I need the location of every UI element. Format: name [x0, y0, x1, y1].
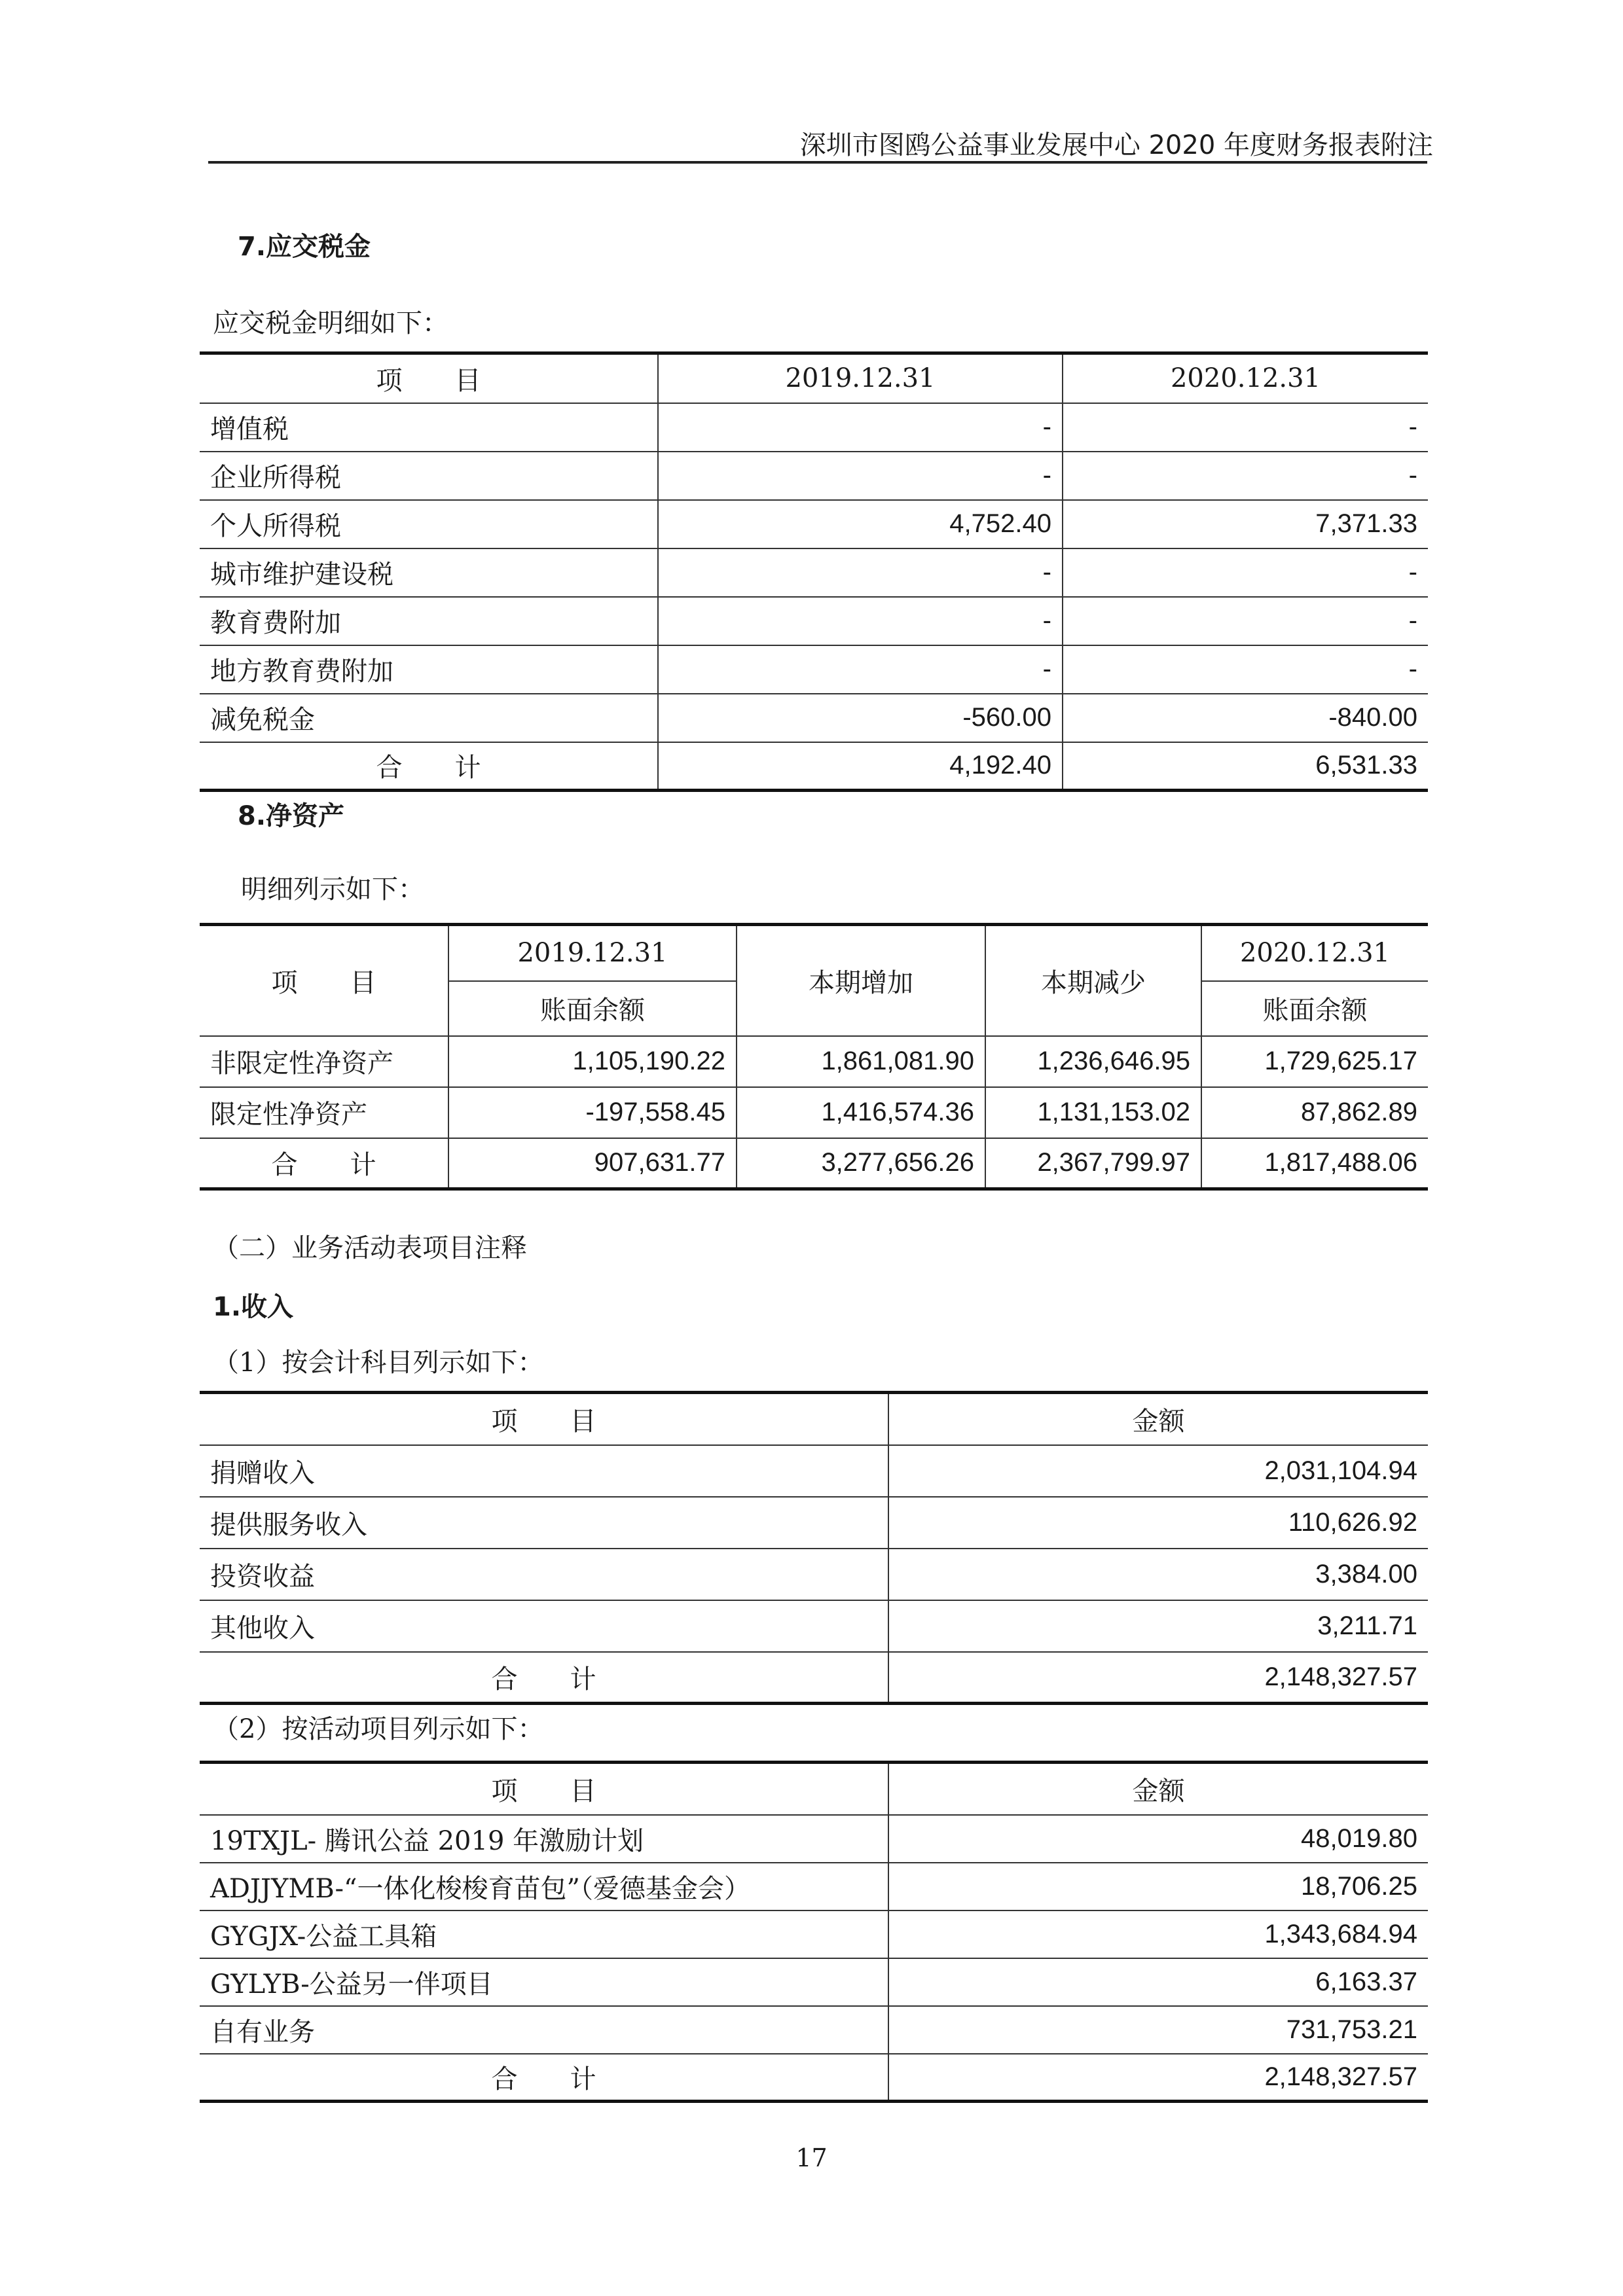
- row-increase: 1,416,574.36: [737, 1087, 985, 1138]
- total-increase: 3,277,656.26: [737, 1138, 985, 1189]
- total-decrease: 2,367,799.97: [985, 1138, 1201, 1189]
- table-row: [200, 1445, 1428, 1497]
- table-row: [200, 1549, 1428, 1600]
- column-header-increase: 本期增加: [737, 925, 985, 1036]
- row-value-2019: -: [658, 548, 1063, 597]
- income-by-account-intro: （1）按会计科目列示如下：: [213, 1348, 544, 1378]
- column-header-item: 项 目: [200, 1393, 888, 1445]
- total-end-balance: 1,817,488.06: [1201, 1138, 1428, 1189]
- table-header-row: [200, 1763, 1428, 1815]
- table-header-row: [200, 925, 1428, 981]
- row-end-balance: 1,729,625.17: [1201, 1036, 1428, 1087]
- row-amount: 2,031,104.94: [888, 1445, 1428, 1497]
- row-end-balance: 87,862.89: [1201, 1087, 1428, 1138]
- row-item: 自有业务: [200, 2006, 888, 2054]
- table-row: [200, 500, 1428, 548]
- row-item: 增值税: [200, 403, 658, 452]
- total-amount: 2,148,327.57: [888, 1652, 1428, 1704]
- row-value-2020: -: [1063, 452, 1428, 500]
- row-value-2019: -: [658, 403, 1063, 452]
- row-item: 企业所得税: [200, 452, 658, 500]
- row-value-2019: 4,752.40: [658, 500, 1063, 548]
- row-item: 限定性净资产: [200, 1087, 448, 1138]
- row-value-2020: -: [1063, 403, 1428, 452]
- column-subheader-end-balance: 账面余额: [1201, 981, 1428, 1036]
- table-row: [200, 1600, 1428, 1652]
- document-header-title: 深圳市图鸥公益事业发展中心 2020 年度财务报表附注: [799, 130, 1433, 160]
- table-row: [200, 1036, 1428, 1087]
- table-row: [200, 403, 1428, 452]
- row-value-2020: -840.00: [1063, 694, 1428, 742]
- total-amount: 2,148,327.57: [888, 2054, 1428, 2102]
- row-value-2019: -: [658, 597, 1063, 645]
- table-total-row: [200, 2054, 1428, 2102]
- table-total-row: [200, 1138, 1428, 1189]
- row-item: 提供服务收入: [200, 1497, 888, 1549]
- row-decrease: 1,236,646.95: [985, 1036, 1201, 1087]
- row-value-2020: 7,371.33: [1063, 500, 1428, 548]
- row-item: 教育费附加: [200, 597, 658, 645]
- row-value-2019: -: [658, 452, 1063, 500]
- row-amount: 48,019.80: [888, 1815, 1428, 1863]
- table-row: [200, 1910, 1428, 1958]
- table-row: [200, 597, 1428, 645]
- column-header-item: 项 目: [200, 353, 658, 403]
- total-value-2019: 4,192.40: [658, 742, 1063, 791]
- row-item: 捐赠收入: [200, 1445, 888, 1497]
- net-assets-table: [200, 923, 1428, 1191]
- income-by-account-table: [200, 1391, 1428, 1705]
- column-header-amount: 金额: [888, 1393, 1428, 1445]
- row-value-2020: -: [1063, 645, 1428, 694]
- row-amount: 3,384.00: [888, 1549, 1428, 1600]
- column-header-amount: 金额: [888, 1763, 1428, 1815]
- section8-heading: 8.净资产: [238, 801, 345, 831]
- row-amount: 1,343,684.94: [888, 1910, 1428, 1958]
- table-row: [200, 452, 1428, 500]
- table-row: [200, 1863, 1428, 1910]
- row-value-2020: -: [1063, 597, 1428, 645]
- total-label: 合 计: [200, 1138, 448, 1189]
- table-header-row: [200, 353, 1428, 403]
- total-label: 合 计: [200, 1652, 888, 1704]
- page-number: 17: [795, 2144, 828, 2172]
- row-item: GYLYB-公益另一伴项目: [200, 1958, 888, 2006]
- row-decrease: 1,131,153.02: [985, 1087, 1201, 1138]
- total-label: 合 计: [200, 2054, 888, 2102]
- table-total-row: [200, 742, 1428, 791]
- total-value-2020: 6,531.33: [1063, 742, 1428, 791]
- total-start-balance: 907,631.77: [448, 1138, 737, 1189]
- row-value-2019: -560.00: [658, 694, 1063, 742]
- total-label: 合 计: [200, 742, 658, 791]
- table-row: [200, 1497, 1428, 1549]
- column-header-2020: 2020.12.31: [1063, 353, 1428, 403]
- column-header-end-date: 2020.12.31: [1201, 925, 1428, 981]
- column-header-start-date: 2019.12.31: [448, 925, 737, 981]
- table-row: [200, 1958, 1428, 2006]
- taxes-payable-table: [200, 351, 1428, 792]
- row-item: ADJJYMB-“一体化梭梭育苗包”（爱德基金会）: [200, 1863, 888, 1910]
- row-start-balance: 1,105,190.22: [448, 1036, 737, 1087]
- table-row: [200, 645, 1428, 694]
- row-item: 其他收入: [200, 1600, 888, 1652]
- row-amount: 18,706.25: [888, 1863, 1428, 1910]
- table-row: [200, 548, 1428, 597]
- table-total-row: [200, 1652, 1428, 1704]
- section8-intro: 明细列示如下：: [241, 874, 424, 905]
- row-value-2019: -: [658, 645, 1063, 694]
- column-header-2019: 2019.12.31: [658, 353, 1063, 403]
- row-item: 非限定性净资产: [200, 1036, 448, 1087]
- table-row: [200, 2006, 1428, 2054]
- row-value-2020: -: [1063, 548, 1428, 597]
- row-item: 地方教育费附加: [200, 645, 658, 694]
- row-increase: 1,861,081.90: [737, 1036, 985, 1087]
- header-divider: [208, 161, 1427, 164]
- column-header-item: 项 目: [200, 925, 448, 1036]
- row-item: 城市维护建设税: [200, 548, 658, 597]
- row-amount: 6,163.37: [888, 1958, 1428, 2006]
- row-item: 个人所得税: [200, 500, 658, 548]
- row-start-balance: -197,558.45: [448, 1087, 737, 1138]
- income-by-project-intro: （2）按活动项目列示如下：: [213, 1714, 544, 1744]
- row-amount: 731,753.21: [888, 2006, 1428, 2054]
- table-row: [200, 1815, 1428, 1863]
- table-header-row: [200, 1393, 1428, 1445]
- column-subheader-start-balance: 账面余额: [448, 981, 737, 1036]
- row-item: 投资收益: [200, 1549, 888, 1600]
- row-amount: 110,626.92: [888, 1497, 1428, 1549]
- row-item: 减免税金: [200, 694, 658, 742]
- section7-heading: 7.应交税金: [238, 232, 371, 262]
- column-header-decrease: 本期减少: [985, 925, 1201, 1036]
- income-by-project-table: [200, 1761, 1428, 2103]
- table-row: [200, 1087, 1428, 1138]
- table-row: [200, 694, 1428, 742]
- income-heading: 1.收入: [213, 1292, 294, 1322]
- part2-heading: （二）业务活动表项目注释: [213, 1233, 527, 1263]
- column-header-item: 项 目: [200, 1763, 888, 1815]
- section7-intro: 应交税金明细如下：: [213, 308, 448, 338]
- row-item: 19TXJL- 腾讯公益 2019 年激励计划: [200, 1815, 888, 1863]
- row-amount: 3,211.71: [888, 1600, 1428, 1652]
- row-item: GYGJX-公益工具箱: [200, 1910, 888, 1958]
